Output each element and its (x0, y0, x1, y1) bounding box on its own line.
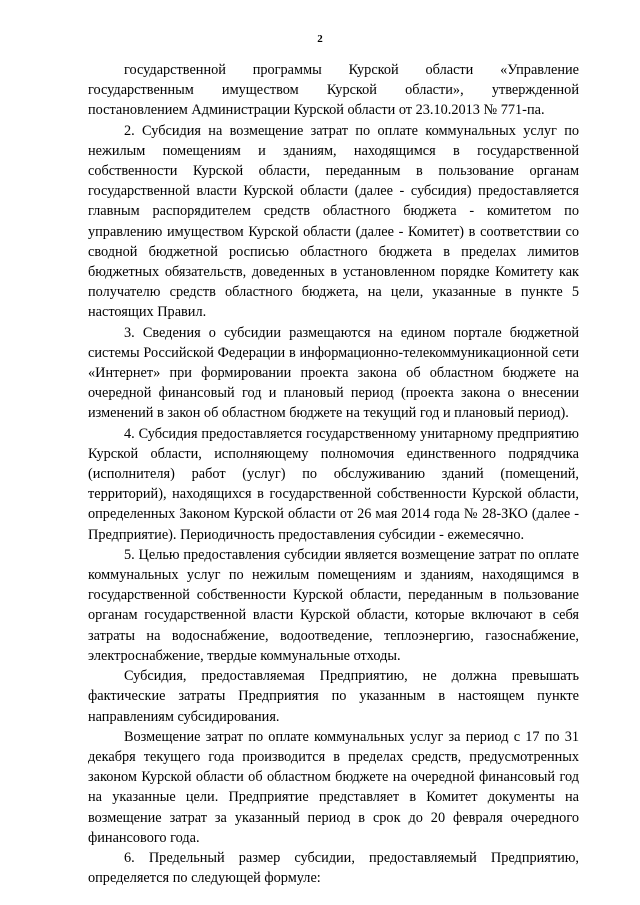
page-number: 2 (317, 33, 323, 45)
paragraph-item-5: 5. Целью предоставления субсидии является возмещение затрат по оплате коммунальных услуг по нежилым помещениям и зданиям, находящимся в государственной собственности Курской области, переданным в пользование органам государственной власти Курской области, которые включают в себя затраты на водоснабжение, водоотведение, теплоэнергию, газоснабжение, электроснабжение, твердые коммунальные отходы. (88, 546, 579, 664)
document-body (88, 60, 579, 888)
paragraph-item-2: 2. Субсидия на возмещение затрат по оплате коммунальных услуг по нежилым помещениям и зданиям, находящимся в государственной собственности Курской области, переданным в пользование органам государственной власти Курской области (далее - субсидия) предоставляется главным распорядителем средств областного бюджета - комитетом по управлению имуществом Курской области (далее - Комитет) в соответствии со сводной бюджетной росписью областного бюджета в пределах лимитов бюджетных обязательств, доведенных в установленном порядке Комитету как получателю средств областного бюджета, на цели, указанные в пункте 5 настоящих Правил. (88, 122, 579, 321)
paragraph-item-6: 6. Предельный размер субсидии, предоставляемый Предприятию, определяется по следующей формуле: (88, 849, 579, 887)
paragraph-program-reference: государственной программы Курской области «Управление государственным имуществом Курской области», утвержденной постановлением Администрации Курской области от 23.10.2013 № 771-па. (88, 62, 579, 119)
paragraph-item-3: 3. Сведения о субсидии размещаются на едином портале бюджетной системы Российской Федерации в информационно-телекоммуникационной сети «Интернет» при формировании проекта закона об областном бюджете на очередной финансовый год и плановый период (проекта закона о внесении изменений в закон об областном бюджете на текущий год и плановый период). (88, 324, 579, 422)
paragraph-december-reimbursement: Возмещение затрат по оплате коммунальных услуг за период с 17 по 31 декабря текущего года производится в пределах средств, предусмотренных законом Курской области об областном бюджете на очередной финансовый год на указанные цели. Предприятие представляет в Комитет документы на возмещение затрат за указанный период в срок до 20 февраля очередного финансового года. (88, 728, 579, 846)
paragraph-subsidy-limit: Субсидия, предоставляемая Предприятию, не должна превышать фактические затраты Предприятия по указанным в настоящем пункте направлениям субсидирования. (88, 668, 579, 725)
paragraph-item-4: 4. Субсидия предоставляется государственному унитарному предприятию Курской области, исполняющему полномочия единственного подрядчика (исполнителя) работ (услуг) по обслуживанию зданий (помещений, территорий), находящихся в государственной собственности Курской области, определенных Законом Курской области от 26 мая 2014 года № 28-ЗКО (далее - Предприятие). Периодичность предоставления субсидии - ежемесячно. (88, 425, 579, 543)
